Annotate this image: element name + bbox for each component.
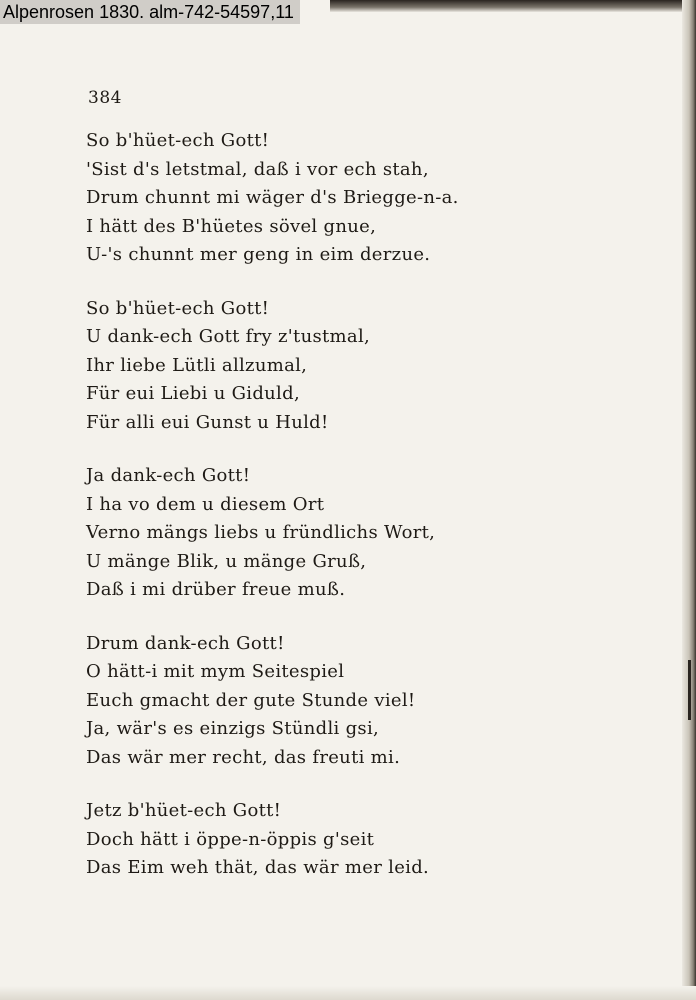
- stanza-4: [86, 630, 626, 773]
- poem-line: I hätt des B'hüetes sövel gnue,: [86, 215, 377, 237]
- poem: [86, 127, 626, 908]
- poem-line: Drum dank-ech Gott!: [86, 632, 285, 654]
- poem-line: U-'s chunnt mer geng in eim derzue.: [86, 244, 431, 265]
- page-number: 384: [88, 88, 122, 108]
- poem-line: Das Eim weh thät, das wär mer leid.: [86, 857, 430, 878]
- scan-edge-bottom: [0, 986, 696, 1000]
- poem-line: 'Sist d's letstmal, daß i vor ech stah,: [86, 158, 429, 180]
- poem-line: Euch gmacht der gute Stunde viel!: [86, 689, 416, 711]
- poem-line: So b'hüet-ech Gott!: [86, 130, 270, 151]
- stanza-5: [86, 797, 626, 883]
- scan-edge-top: [330, 0, 696, 12]
- poem-line: Ihr liebe Lütli allzumal,: [86, 354, 308, 376]
- poem-line: So b'hüet-ech Gott!: [86, 297, 270, 319]
- poem-line: Für eui Liebi u Giduld,: [86, 383, 300, 404]
- stanza-2: [86, 295, 626, 438]
- stanza-3: [86, 462, 626, 605]
- poem-line: Ja dank-ech Gott!: [86, 465, 251, 486]
- poem-line: Doch hätt i öppe-n-öppis g'seit: [86, 828, 375, 850]
- page-edge-mark: [688, 660, 691, 720]
- poem-line: Für alli eui Gunst u Huld!: [86, 411, 329, 433]
- poem-line: Daß i mi drüber freue muß.: [86, 579, 346, 600]
- poem-line: I ha vo dem u diesem Ort: [86, 493, 325, 515]
- poem-line: Jetz b'hüet-ech Gott!: [86, 800, 282, 821]
- poem-line: Drum chunnt mi wäger d's Briegge-n-a.: [86, 187, 459, 208]
- poem-line: U mänge Blik, u mänge Gruß,: [86, 550, 367, 572]
- poem-line: U dank-ech Gott fry z'tustmal,: [86, 326, 371, 347]
- source-label: Alpenrosen 1830. alm-742-54597,11: [0, 0, 300, 24]
- poem-line: Das wär mer recht, das freuti mi.: [86, 746, 401, 768]
- poem-line: Verno mängs liebs u fründlichs Wort,: [86, 522, 436, 543]
- stanza-1: [86, 127, 626, 270]
- poem-line: Ja, wär's es einzigs Stündli gsi,: [86, 718, 380, 739]
- scan-edge-right: [682, 0, 696, 1000]
- poem-line: O hätt-i mit mym Seitespiel: [86, 661, 345, 682]
